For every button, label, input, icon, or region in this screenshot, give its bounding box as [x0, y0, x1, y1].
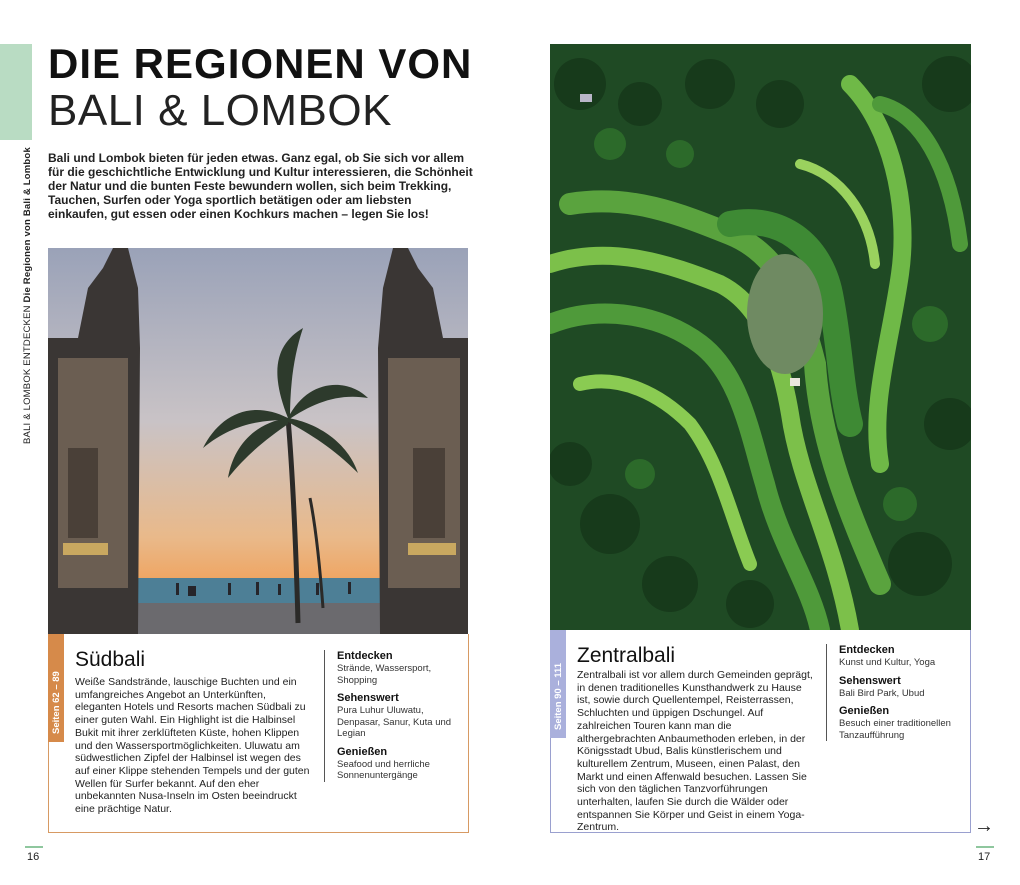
page-range-label: Seiten 90 – 111: [553, 662, 564, 730]
fact-heading: Entdecken: [839, 644, 895, 656]
region-title: Zentralbali: [577, 644, 676, 667]
page-title-line2: BALI & LOMBOK: [48, 86, 392, 135]
intro-paragraph: Bali und Lombok bieten für jeden etwas. Ganz egal, ob Sie sich vor allem für die geschichtliche Entwicklung und Kultur interessieren, die Schönheit der Natur und die bunten Feste bewundern wollen, sich beim Trekking, Tauchen, Surfen oder Yoga sportlich betätigen oder am liebsten einkaufen, gut essen oder einen Kochkurs machen – legen Sie los!: [48, 151, 473, 221]
fact-text: Besuch einer traditionellen Tanzaufführung: [839, 718, 951, 741]
fact-heading: Genießen: [839, 705, 890, 717]
page-range-tab: [550, 630, 566, 738]
page-number-right: 17: [978, 851, 991, 863]
fact-heading: Sehenswert: [839, 674, 901, 687]
page-range-label: Seiten 62 – 89: [51, 671, 62, 734]
page-range-tab: [48, 634, 64, 742]
fact-text: Strände, Wassersport, Shopping: [337, 663, 432, 686]
fact-heading: Sehenswert: [337, 692, 399, 704]
section-color-tab: [0, 44, 32, 140]
page-number-rule: [25, 846, 43, 848]
page-title-line1: DIE REGIONEN VON: [48, 40, 473, 87]
fact-text: Pura Luhur Uluwatu, Denpasar, Sanur, Kuta und Legian: [337, 705, 452, 739]
region-description: Weiße Sandstrände, lauschige Buchten und ein umfangreiches Angebot an Unterkünften, eleganten Hotels und Resorts machen Südbali zu einer guten Wahl. Ein Highlight ist die Halbinsel Bukit mit ihrer zerklüfteten Küste, hohen Klippen und den Wassersportmöglichkeiten. Uluwatu am südwestlichen Zipfel der Halbinsel ist wegen des auf einer Klippe stehenden Tempels und der guten Wellen für Surfer bekannt. Auf den eher unbekannten Nusa-Inseln im Osten beeindruckt eine prächtige Natur.: [75, 676, 310, 816]
fact-heading: Genießen: [337, 745, 388, 758]
region-description: Zentralbali ist vor allem durch Gemeinden geprägt, in denen traditionelles Kunsthandwerk zu Hause ist, sowie durch Quellentempel, Reisterrassen, Schluchten und üppigen Dschungel. Auf zahlreichen Touren kann man die althergebrachten Anbaumethoden erleben, in der Königsstadt Ubud, Balis künstlerischem und kulturellem Zentrum, Museen, einen Palast, den Markt und einen Affenwald besuchen. Lassen Sie sich von den täglichen Tanzvorführungen unterhalten, laufen Sie durch die Wälder oder entspannen Sie Körper und Geist in einem Yoga-Zentrum.: [577, 669, 813, 834]
temple-gate-sunset-photo: [48, 248, 468, 634]
arrow-right-icon[interactable]: →: [974, 815, 994, 837]
running-header: [22, 144, 33, 444]
fact-heading: Entdecken: [337, 650, 393, 662]
running-header-chapter: Die Regionen von Bali & Lombok: [22, 147, 33, 303]
page-number-rule: [976, 846, 994, 848]
fact-text: Bali Bird Park, Ubud: [839, 687, 925, 699]
region-card-suedbali: [48, 634, 469, 833]
rice-terraces-aerial-photo: [550, 44, 971, 630]
region-title: Südbali: [75, 648, 146, 671]
region-facts: [826, 644, 961, 741]
region-facts: [324, 650, 459, 782]
running-header-section: BALI & LOMBOK ENTDECKEN: [22, 305, 33, 444]
region-card-zentralbali: [550, 630, 971, 833]
fact-text: Kunst und Kultur, Yoga: [839, 657, 936, 668]
fact-text: Seafood und herrliche Sonnenuntergänge: [337, 758, 430, 781]
page-number-left: 16: [27, 851, 40, 863]
